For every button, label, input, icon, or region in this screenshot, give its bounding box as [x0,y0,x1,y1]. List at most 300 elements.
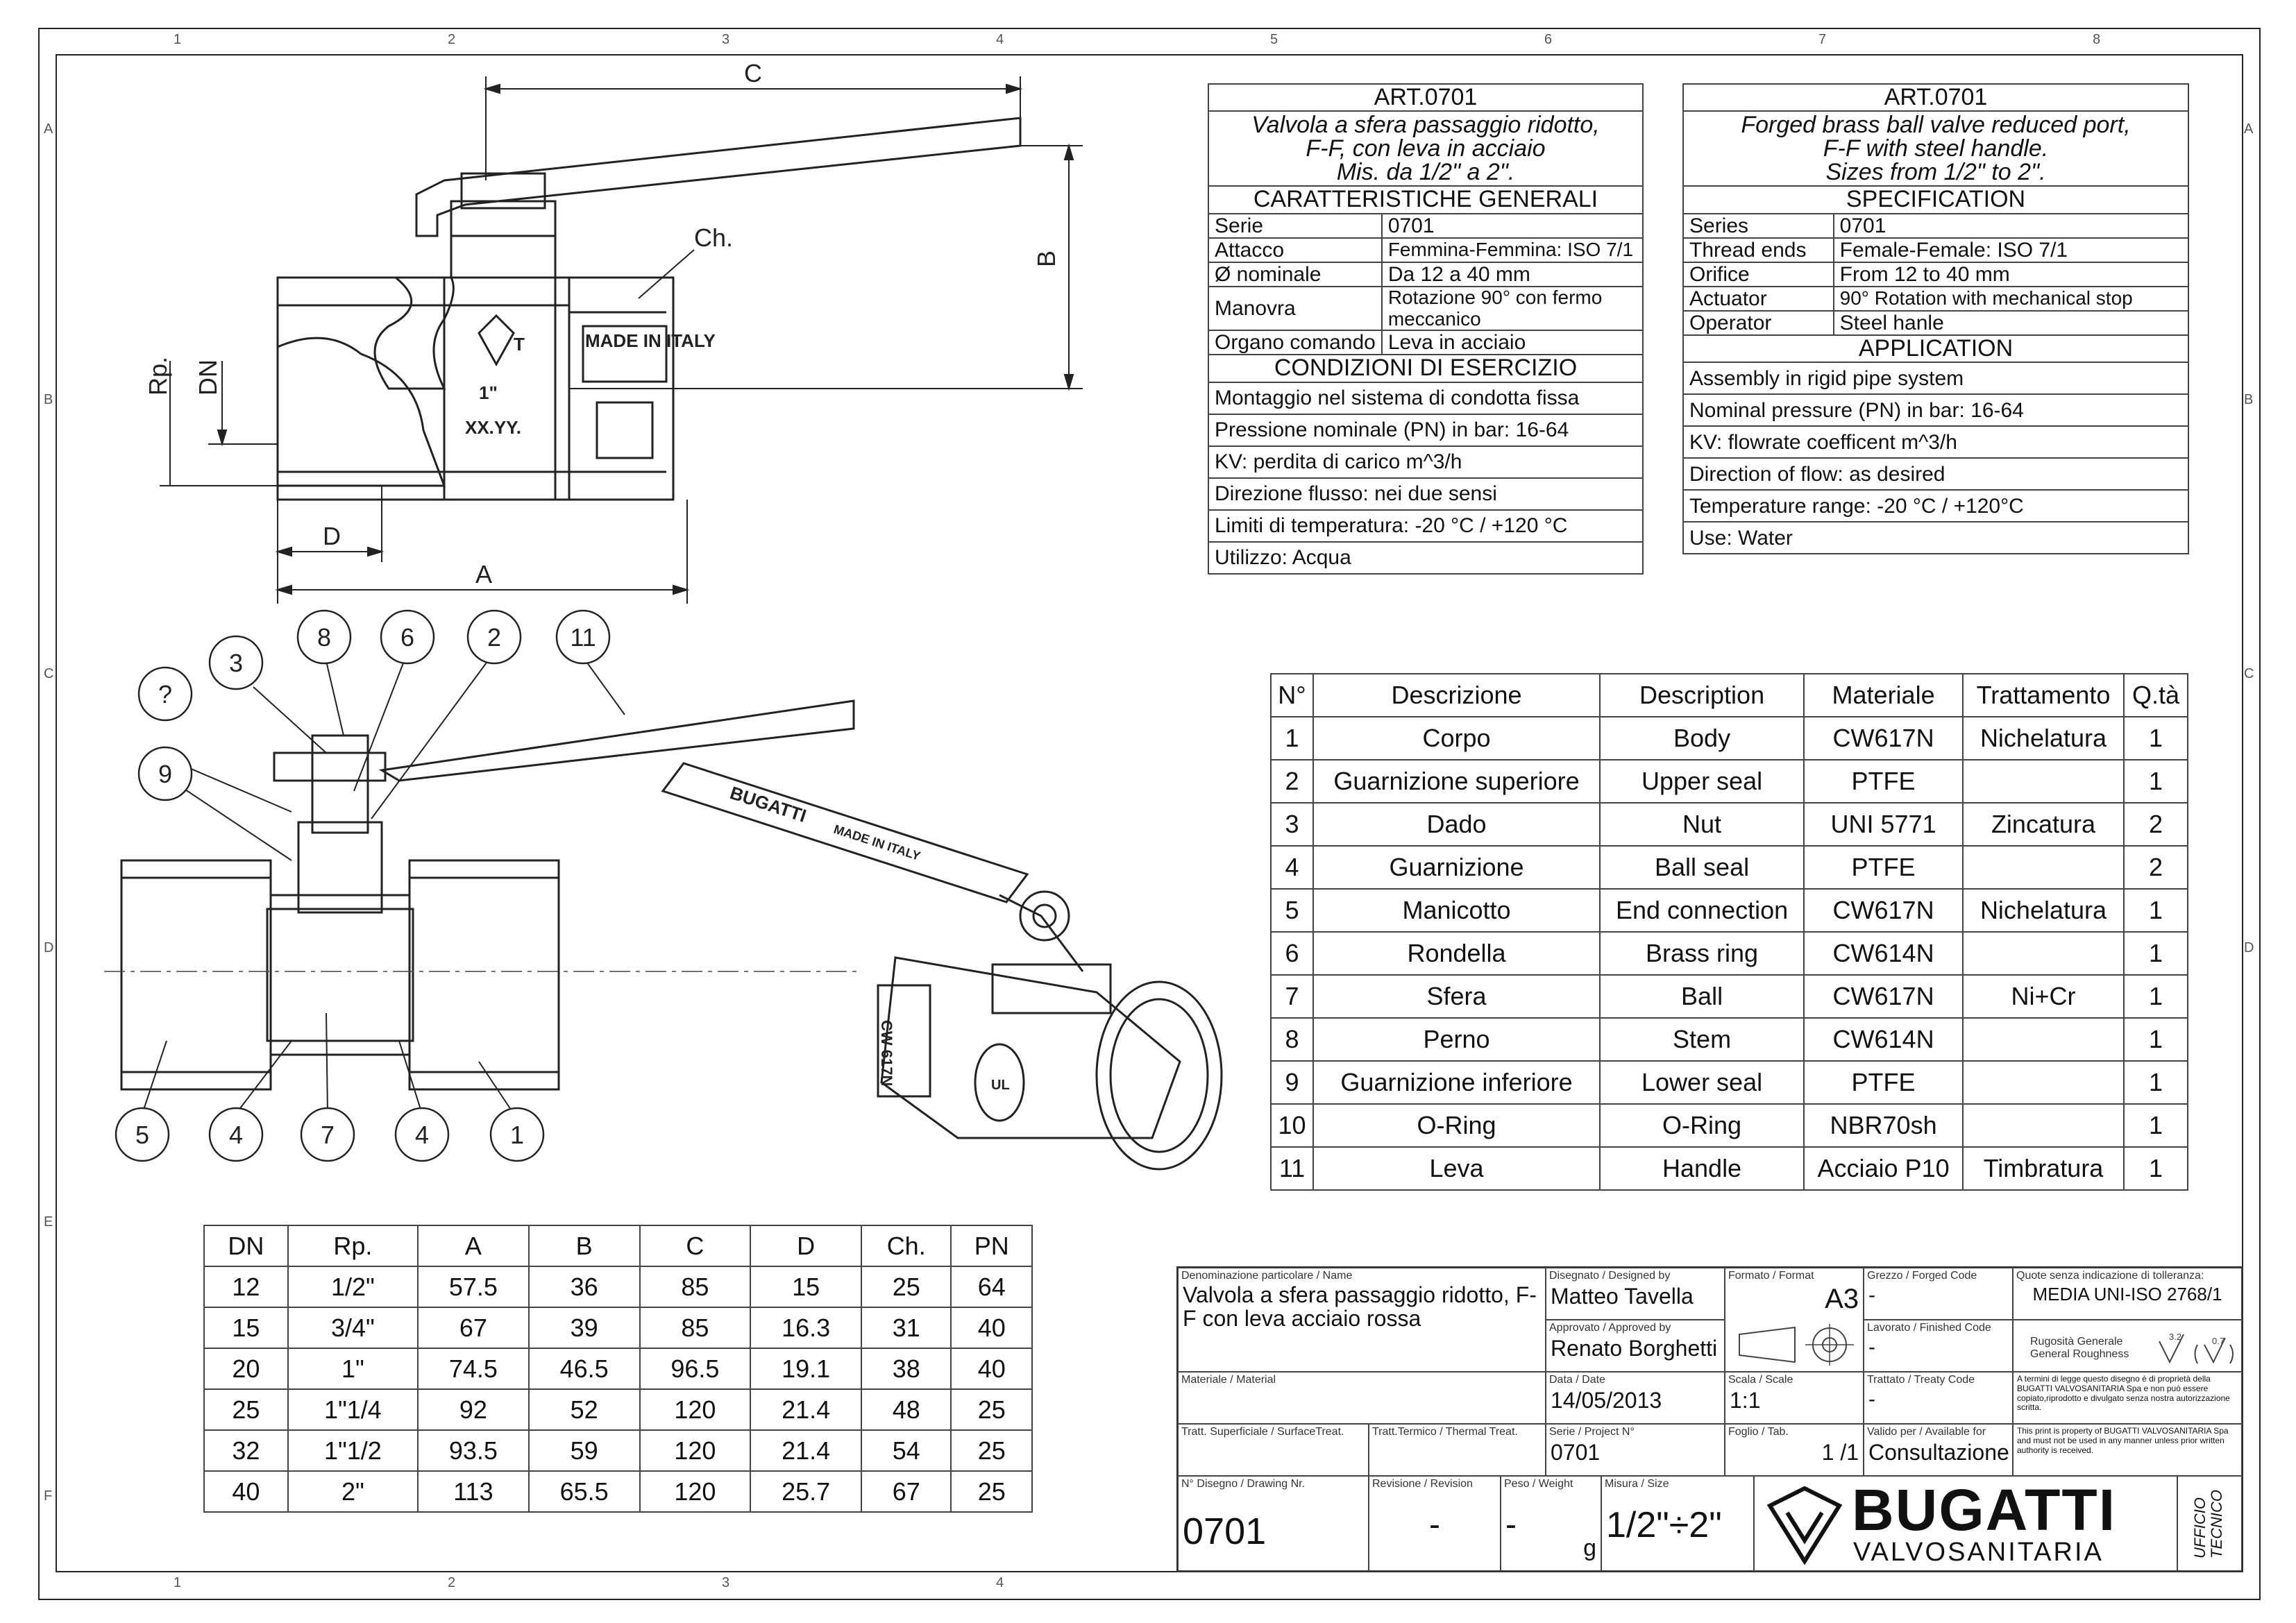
spec-en-desc-line-1: Forged brass ball valve reduced port, [1741,112,2131,139]
tb-series-value: 0701 [1551,1440,1601,1465]
dims-cell: 3/4" [288,1307,418,1348]
balloon-4-right: 4 [414,1121,430,1149]
roughness-symbol-icon [2152,1327,2239,1369]
balloon-11: 11 [570,623,596,652]
dims-cell: 20 [204,1348,288,1389]
spec-en-general-header: SPECIFICATION [1683,186,2188,213]
tb-sheet [1725,1424,1864,1476]
parts-cell: Guarnizione superiore [1313,760,1600,803]
ul-mark: UL [991,1078,1010,1093]
zone-col-1: 1 [174,32,182,47]
tb-format-label: Formato / Format [1728,1270,1814,1282]
parts-cell: 1 [2124,889,2188,932]
parts-cell: 10 [1271,1104,1313,1147]
tb-format-value: A3 [1825,1284,1859,1314]
tb-size-label: Misura / Size [1605,1478,1669,1490]
dims-cell: 1/2" [288,1266,418,1307]
tb-approved-value: Renato Borghetti [1551,1336,1718,1361]
dims-cell: 25 [861,1266,951,1307]
parts-table-header [1271,674,2188,717]
spec-en-condition: Direction of flow: as desired [1683,458,2188,490]
spec-it-condition: Direzione flusso: nei due sensi [1208,478,1643,510]
dims-cell: 1" [288,1348,418,1389]
parts-cell: CW614N [1804,1018,1963,1061]
spec-it-row-value: Da 12 a 40 mm [1382,262,1643,287]
zone-row-F: F [44,1488,53,1504]
spec-en-row-label: Thread ends [1683,238,1834,262]
dims-cell: 19.1 [750,1348,861,1389]
dims-cell: 1"1/2 [288,1430,418,1471]
parts-cell: CW617N [1804,889,1963,932]
parts-cell: PTFE [1804,846,1963,889]
projection-symbol-icon [1732,1320,1857,1369]
parts-cell: Stem [1600,1018,1804,1061]
dims-cell: 1"1/4 [288,1389,418,1430]
dims-row [204,1348,1032,1389]
spec-en-application-header: APPLICATION [1683,335,2188,362]
spec-it-row-value: Leva in acciaio [1382,330,1643,355]
tb-scale [1725,1372,1864,1424]
zone-row-A-right: A [2244,121,2254,137]
spec-en-title: ART.0701 [1683,84,2188,111]
dims-cell: 120 [640,1389,751,1430]
tb-date-value: 14/05/2013 [1551,1388,1662,1413]
tb-legal-en-text: This print is property of BUGATTI VALVOSANITARIA Spa and must not be used in any manner unless prior written authority is received. [2017,1426,2229,1455]
zone-col-3-bottom: 3 [722,1575,730,1590]
spec-en-row-label: Series [1683,214,1834,238]
spec-it-row-label: Organo comando [1208,330,1382,355]
spec-en-desc-line-3: Sizes from 1/2" to 2". [1825,159,2046,186]
parts-row [1271,760,2188,803]
parts-cell: Corpo [1313,717,1600,760]
parts-cell: O-Ring [1600,1104,1804,1147]
dims-cell: 25 [204,1389,288,1430]
zone-col-6: 6 [1544,32,1553,47]
balloon-2: 2 [487,623,502,652]
parts-cell: Timbratura [1963,1147,2124,1190]
spec-en-row-value: 0701 [1834,214,2188,238]
tb-scale-value: 1:1 [1730,1388,1761,1413]
parts-cell: Brass ring [1600,932,1804,975]
spec-en-row-value: 90° Rotation with mechanical stop [1834,287,2188,311]
tb-office-text: UFFICIO TECNICO [2191,1490,2226,1558]
parts-header-cell: Description [1600,674,1804,717]
dims-cell: 21.4 [750,1389,861,1430]
spec-it-general-header: CARATTERISTICHE GENERALI [1208,186,1643,213]
spec-it-description [1208,111,1643,186]
dims-cell: 31 [861,1307,951,1348]
dims-cell: 92 [418,1389,529,1430]
dims-cell: 40 [951,1307,1032,1348]
parts-cell: Acciaio P10 [1804,1147,1963,1190]
zone-col-1-bottom: 1 [174,1575,182,1590]
zone-col-2-bottom: 2 [448,1575,456,1590]
tb-drawing [1178,1476,1369,1571]
parts-cell: 1 [2124,1018,2188,1061]
dim-label-dn: DN [194,359,222,396]
parts-cell: Perno [1313,1018,1600,1061]
parts-cell: 1 [2124,760,2188,803]
spec-en-row-label: Operator [1683,311,1834,335]
balloon-8: 8 [316,623,332,652]
tb-designed [1546,1268,1725,1320]
spec-en-row-label: Orifice [1683,262,1834,287]
spec-it-condition: Montaggio nel sistema di condotta fissa [1208,382,1643,414]
parts-cell: Handle [1600,1147,1804,1190]
spec-it-row-value: 0701 [1382,214,1643,238]
balloon-unknown: ? [158,680,173,708]
parts-cell [1963,1018,2124,1061]
tb-forged-value: - [1868,1284,1875,1307]
dims-cell: 57.5 [418,1266,529,1307]
dims-cell: 85 [640,1266,751,1307]
dims-cell: 74.5 [418,1348,529,1389]
dims-cell: 15 [204,1307,288,1348]
dim-label-ch: Ch. [694,223,734,252]
spec-it-condition: Limiti di temperatura: -20 °C / +120 °C [1208,510,1643,542]
parts-cell [1963,1104,2124,1147]
tb-drawing-label: N° Disegno / Drawing Nr. [1181,1478,1306,1490]
tb-tolerance-value: MEDIA UNI-ISO 2768/1 [2032,1284,2222,1305]
parts-cell: 9 [1271,1061,1313,1104]
tb-material [1178,1372,1546,1424]
dims-cell: 15 [750,1266,861,1307]
marking-made-in-italy: MADE IN ITALY [585,330,716,351]
tb-roughness [2013,1320,2242,1372]
dims-row [204,1266,1032,1307]
parts-row [1271,975,2188,1018]
dims-cell: 25 [951,1430,1032,1471]
tb-name-value: Valvola a sfera passaggio ridotto, F-F con leva acciaio rossa [1183,1282,1537,1331]
dims-cell: 52 [529,1389,640,1430]
parts-cell: Guarnizione inferiore [1313,1061,1600,1104]
dims-header-cell: A [418,1225,529,1266]
parts-cell: Nichelatura [1963,717,2124,760]
spec-en-row-value: Female-Female: ISO 7/1 [1834,238,2188,262]
dims-cell: 67 [861,1471,951,1512]
balloon-9: 9 [158,760,173,788]
dims-cell: 32 [204,1430,288,1471]
dims-cell: 113 [418,1471,529,1512]
parts-cell: Leva [1313,1147,1600,1190]
dim-label-rp: Rp. [144,356,172,396]
tb-treaty-label: Trattato / Treaty Code [1867,1374,1975,1386]
tb-thermal-label: Tratt.Termico / Thermal Treat. [1372,1426,1518,1438]
dims-cell: 54 [861,1430,951,1471]
spec-en-condition: Use: Water [1683,522,2188,554]
dim-label-a: A [475,560,493,588]
tb-brand-sub: VALVOSANITARIA [1853,1538,2104,1567]
parts-cell: PTFE [1804,760,1963,803]
tb-weight [1501,1476,1601,1571]
zone-row-C: C [44,666,54,681]
parts-header-cell: Materiale [1804,674,1963,717]
tb-finished-value: - [1868,1336,1875,1359]
dims-row [204,1307,1032,1348]
parts-cell: 8 [1271,1018,1313,1061]
parts-cell: 1 [2124,1147,2188,1190]
handle-made: MADE IN ITALY [832,822,922,863]
spec-it-row-label: Serie [1208,214,1382,238]
parts-cell: End connection [1600,889,1804,932]
spec-it-desc-line-3: Mis. da 1/2" a 2". [1336,159,1515,186]
dims-cell: 12 [204,1266,288,1307]
parts-row [1271,1147,2188,1190]
tb-drawing-value: 0701 [1183,1511,1267,1552]
parts-cell: Dado [1313,803,1600,846]
tb-series-label: Serie / Project N° [1549,1426,1635,1438]
dims-cell: 120 [640,1471,751,1512]
tb-finished [1864,1320,2013,1372]
zone-col-3: 3 [722,32,730,47]
parts-cell: NBR70sh [1804,1104,1963,1147]
parts-cell: Body [1600,717,1804,760]
parts-row [1271,1061,2188,1104]
zone-row-A: A [44,121,53,137]
tb-scale-label: Scala / Scale [1728,1374,1793,1386]
tb-brand [1754,1476,2177,1571]
spec-it-row-label: Ø nominale [1208,262,1382,287]
tb-approved-label: Approvato / Approved by [1549,1322,1671,1334]
parts-cell: Nichelatura [1963,889,2124,932]
spec-it-condition: KV: perdita di carico m^3/h [1208,446,1643,478]
dims-header-cell: Ch. [861,1225,951,1266]
parts-row [1271,803,2188,846]
dims-cell: 25 [951,1389,1032,1430]
parts-cell: 4 [1271,846,1313,889]
tb-designed-value: Matteo Tavella [1551,1284,1694,1309]
dims-cell: 21.4 [750,1430,861,1471]
dim-label-c: C [744,59,762,87]
dims-cell: 36 [529,1266,640,1307]
tb-size [1601,1476,1754,1571]
dims-cell: 59 [529,1430,640,1471]
tb-brand-name: BUGATTI [1852,1477,2117,1543]
tb-name [1178,1268,1546,1372]
dims-cell: 16.3 [750,1307,861,1348]
spec-it-row-label: Manovra [1208,287,1382,331]
parts-cell [1963,1061,2124,1104]
body-mark: CW 617N [878,1020,895,1087]
parts-cell: Ball seal [1600,846,1804,889]
parts-cell: 2 [1271,760,1313,803]
parts-cell: CW614N [1804,932,1963,975]
tb-sheet-label: Foglio / Tab. [1728,1426,1789,1438]
parts-cell: 11 [1271,1147,1313,1190]
parts-cell: Nut [1600,803,1804,846]
tb-office [2177,1476,2242,1571]
zone-row-D: D [44,940,54,955]
dims-row [204,1430,1032,1471]
parts-row [1271,1018,2188,1061]
spec-it-row-value: Femmina-Femmina: ISO 7/1 [1382,238,1643,262]
dims-row [204,1471,1032,1512]
tb-format [1725,1268,1864,1372]
parts-cell: 6 [1271,932,1313,975]
dim-label-d: D [323,522,341,550]
dims-cell: 120 [640,1430,751,1471]
tb-size-value: 1/2"÷2" [1606,1505,1722,1545]
valve-isometric-view [639,749,1263,1180]
balloon-1: 1 [509,1121,525,1149]
tb-weight-label: Peso / Weight [1504,1478,1573,1490]
zone-row-B: B [44,392,53,407]
tb-designed-label: Disegnato / Designed by [1549,1270,1671,1282]
dims-cell: 46.5 [529,1348,640,1389]
parts-header-cell: Descrizione [1313,674,1600,717]
parts-cell: O-Ring [1313,1104,1600,1147]
spec-en-row-label: Actuator [1683,287,1834,311]
dimensions-table [203,1225,1033,1513]
tb-revision [1369,1476,1501,1571]
tb-tolerance [2013,1268,2242,1320]
tb-surface [1178,1424,1369,1476]
spec-table-english [1682,83,2189,554]
spec-it-row-label: Attacco [1208,238,1382,262]
tb-surface-label: Tratt. Superficiale / SurfaceTreat. [1181,1426,1344,1438]
zone-row-E: E [44,1214,53,1230]
dims-cell: 65.5 [529,1471,640,1512]
spec-it-desc-line-1: Valvola a sfera passaggio ridotto, [1251,112,1600,139]
marking-t: T [514,334,525,355]
parts-cell: PTFE [1804,1061,1963,1104]
tb-legal-it-text: A termini di legge questo disegno è di proprietà della BUGATTI VALVOSANITARIA Spa e non può essere copiato,riprodotto e divulgato senza nostra autorizzazione scritta. [2017,1374,2230,1413]
spec-it-row-value: Rotazione 90° con fermo meccanico [1382,287,1643,331]
parts-cell: Lower seal [1600,1061,1804,1104]
spec-it-condition: Utilizzo: Acqua [1208,542,1643,574]
balloon-4-left: 4 [228,1121,244,1149]
tb-revision-label: Revisione / Revision [1372,1478,1473,1490]
dims-header-cell: D [750,1225,861,1266]
dims-cell: 64 [951,1266,1032,1307]
tb-treaty-value: - [1868,1388,1875,1411]
parts-cell: Sfera [1313,975,1600,1018]
spec-en-desc-line-2: F-F with steel handle. [1823,135,2049,162]
dims-cell: 40 [204,1471,288,1512]
tb-weight-unit: g [1583,1535,1596,1561]
parts-cell: 2 [2124,803,2188,846]
spec-en-condition: Assembly in rigid pipe system [1683,362,2188,394]
dims-header-cell: C [640,1225,751,1266]
spec-en-row-value: From 12 to 40 mm [1834,262,2188,287]
dims-cell: 40 [951,1348,1032,1389]
spec-table-italian [1208,83,1644,575]
tb-treaty [1864,1372,2013,1424]
roughness-b: 0.7 [2212,1336,2225,1346]
dims-cell: 25.7 [750,1471,861,1512]
zone-col-8: 8 [2093,32,2101,47]
balloon-7: 7 [320,1121,335,1149]
tb-date-label: Data / Date [1549,1374,1605,1386]
parts-cell: Guarnizione [1313,846,1600,889]
parts-cell [1963,846,2124,889]
parts-cell: CW617N [1804,975,1963,1018]
bugatti-logo-icon [1763,1485,1846,1565]
title-block [1176,1266,2243,1572]
dims-table-header [204,1225,1032,1266]
dims-cell: 93.5 [418,1430,529,1471]
parts-header-cell: N° [1271,674,1313,717]
parts-cell: Zincatura [1963,803,2124,846]
tb-series [1546,1424,1725,1476]
dims-cell: 67 [418,1307,529,1348]
parts-header-cell: Q.tà [2124,674,2188,717]
tb-finished-label: Lavorato / Finished Code [1867,1322,1991,1334]
parts-cell: Ni+Cr [1963,975,2124,1018]
parts-cell: 3 [1271,803,1313,846]
parts-cell: CW617N [1804,717,1963,760]
balloon-5: 5 [135,1121,150,1149]
parts-row [1271,1104,2188,1147]
spec-it-desc-line-2: F-F, con leva in acciaio [1306,135,1546,162]
dims-row [204,1389,1032,1430]
parts-cell: 1 [2124,932,2188,975]
handle-brand: BUGATTI [727,782,809,826]
tb-tolerance-label: Quote senza indicazione di tolleranza: [2016,1270,2204,1282]
tb-sheet-value: 1 /1 [1821,1440,1859,1465]
parts-row [1271,717,2188,760]
spec-en-description [1683,111,2188,186]
tb-thermal [1369,1424,1546,1476]
roughness-a: 3.2 [2169,1332,2182,1342]
parts-cell: 5 [1271,889,1313,932]
parts-cell: UNI 5771 [1804,803,1963,846]
valve-side-view [132,56,1104,611]
dims-cell: 25 [951,1471,1032,1512]
parts-cell: 1 [2124,717,2188,760]
zone-row-C-right: C [2244,666,2254,681]
parts-row [1271,889,2188,932]
balloon-3: 3 [228,649,244,677]
parts-row [1271,846,2188,889]
dims-header-cell: Rp. [288,1225,418,1266]
zone-col-4-bottom: 4 [996,1575,1004,1590]
tb-valid-label: Valido per / Available for [1867,1426,1986,1438]
tb-date [1546,1372,1725,1424]
dims-cell: 2" [288,1471,418,1512]
tb-forged [1864,1268,2013,1320]
spec-it-condition: Pressione nominale (PN) in bar: 16-64 [1208,414,1643,446]
dims-header-cell: B [529,1225,640,1266]
parts-cell: 1 [1271,717,1313,760]
parts-cell: Rondella [1313,932,1600,975]
zone-col-7: 7 [1818,32,1827,47]
parts-cell [1963,760,2124,803]
parts-cell: 1 [2124,1104,2188,1147]
spec-en-condition: Temperature range: -20 °C / +120°C [1683,490,2188,522]
marking-code: XX.YY. [465,417,521,438]
parts-cell: 7 [1271,975,1313,1018]
parts-cell [1963,932,2124,975]
parts-header-cell: Trattamento [1963,674,2124,717]
dim-label-b: B [1032,250,1061,267]
spec-en-row-value: Steel hanle [1834,311,2188,335]
parts-cell: Ball [1600,975,1804,1018]
tb-weight-value: - [1505,1506,1517,1543]
spec-en-condition: KV: flowrate coefficent m^3/h [1683,426,2188,458]
parts-cell: 2 [2124,846,2188,889]
dims-header-cell: DN [204,1225,288,1266]
parts-cell: 1 [2124,975,2188,1018]
dims-cell: 39 [529,1307,640,1348]
tb-roughness-label: Rugosità Generale General Roughness [2030,1336,2129,1360]
balloon-6: 6 [400,623,415,652]
zone-row-D-right: D [2244,940,2254,955]
zone-row-B-right: B [2244,392,2254,407]
parts-cell: 1 [2124,1061,2188,1104]
dims-cell: 38 [861,1348,951,1389]
dims-cell: 85 [640,1307,751,1348]
